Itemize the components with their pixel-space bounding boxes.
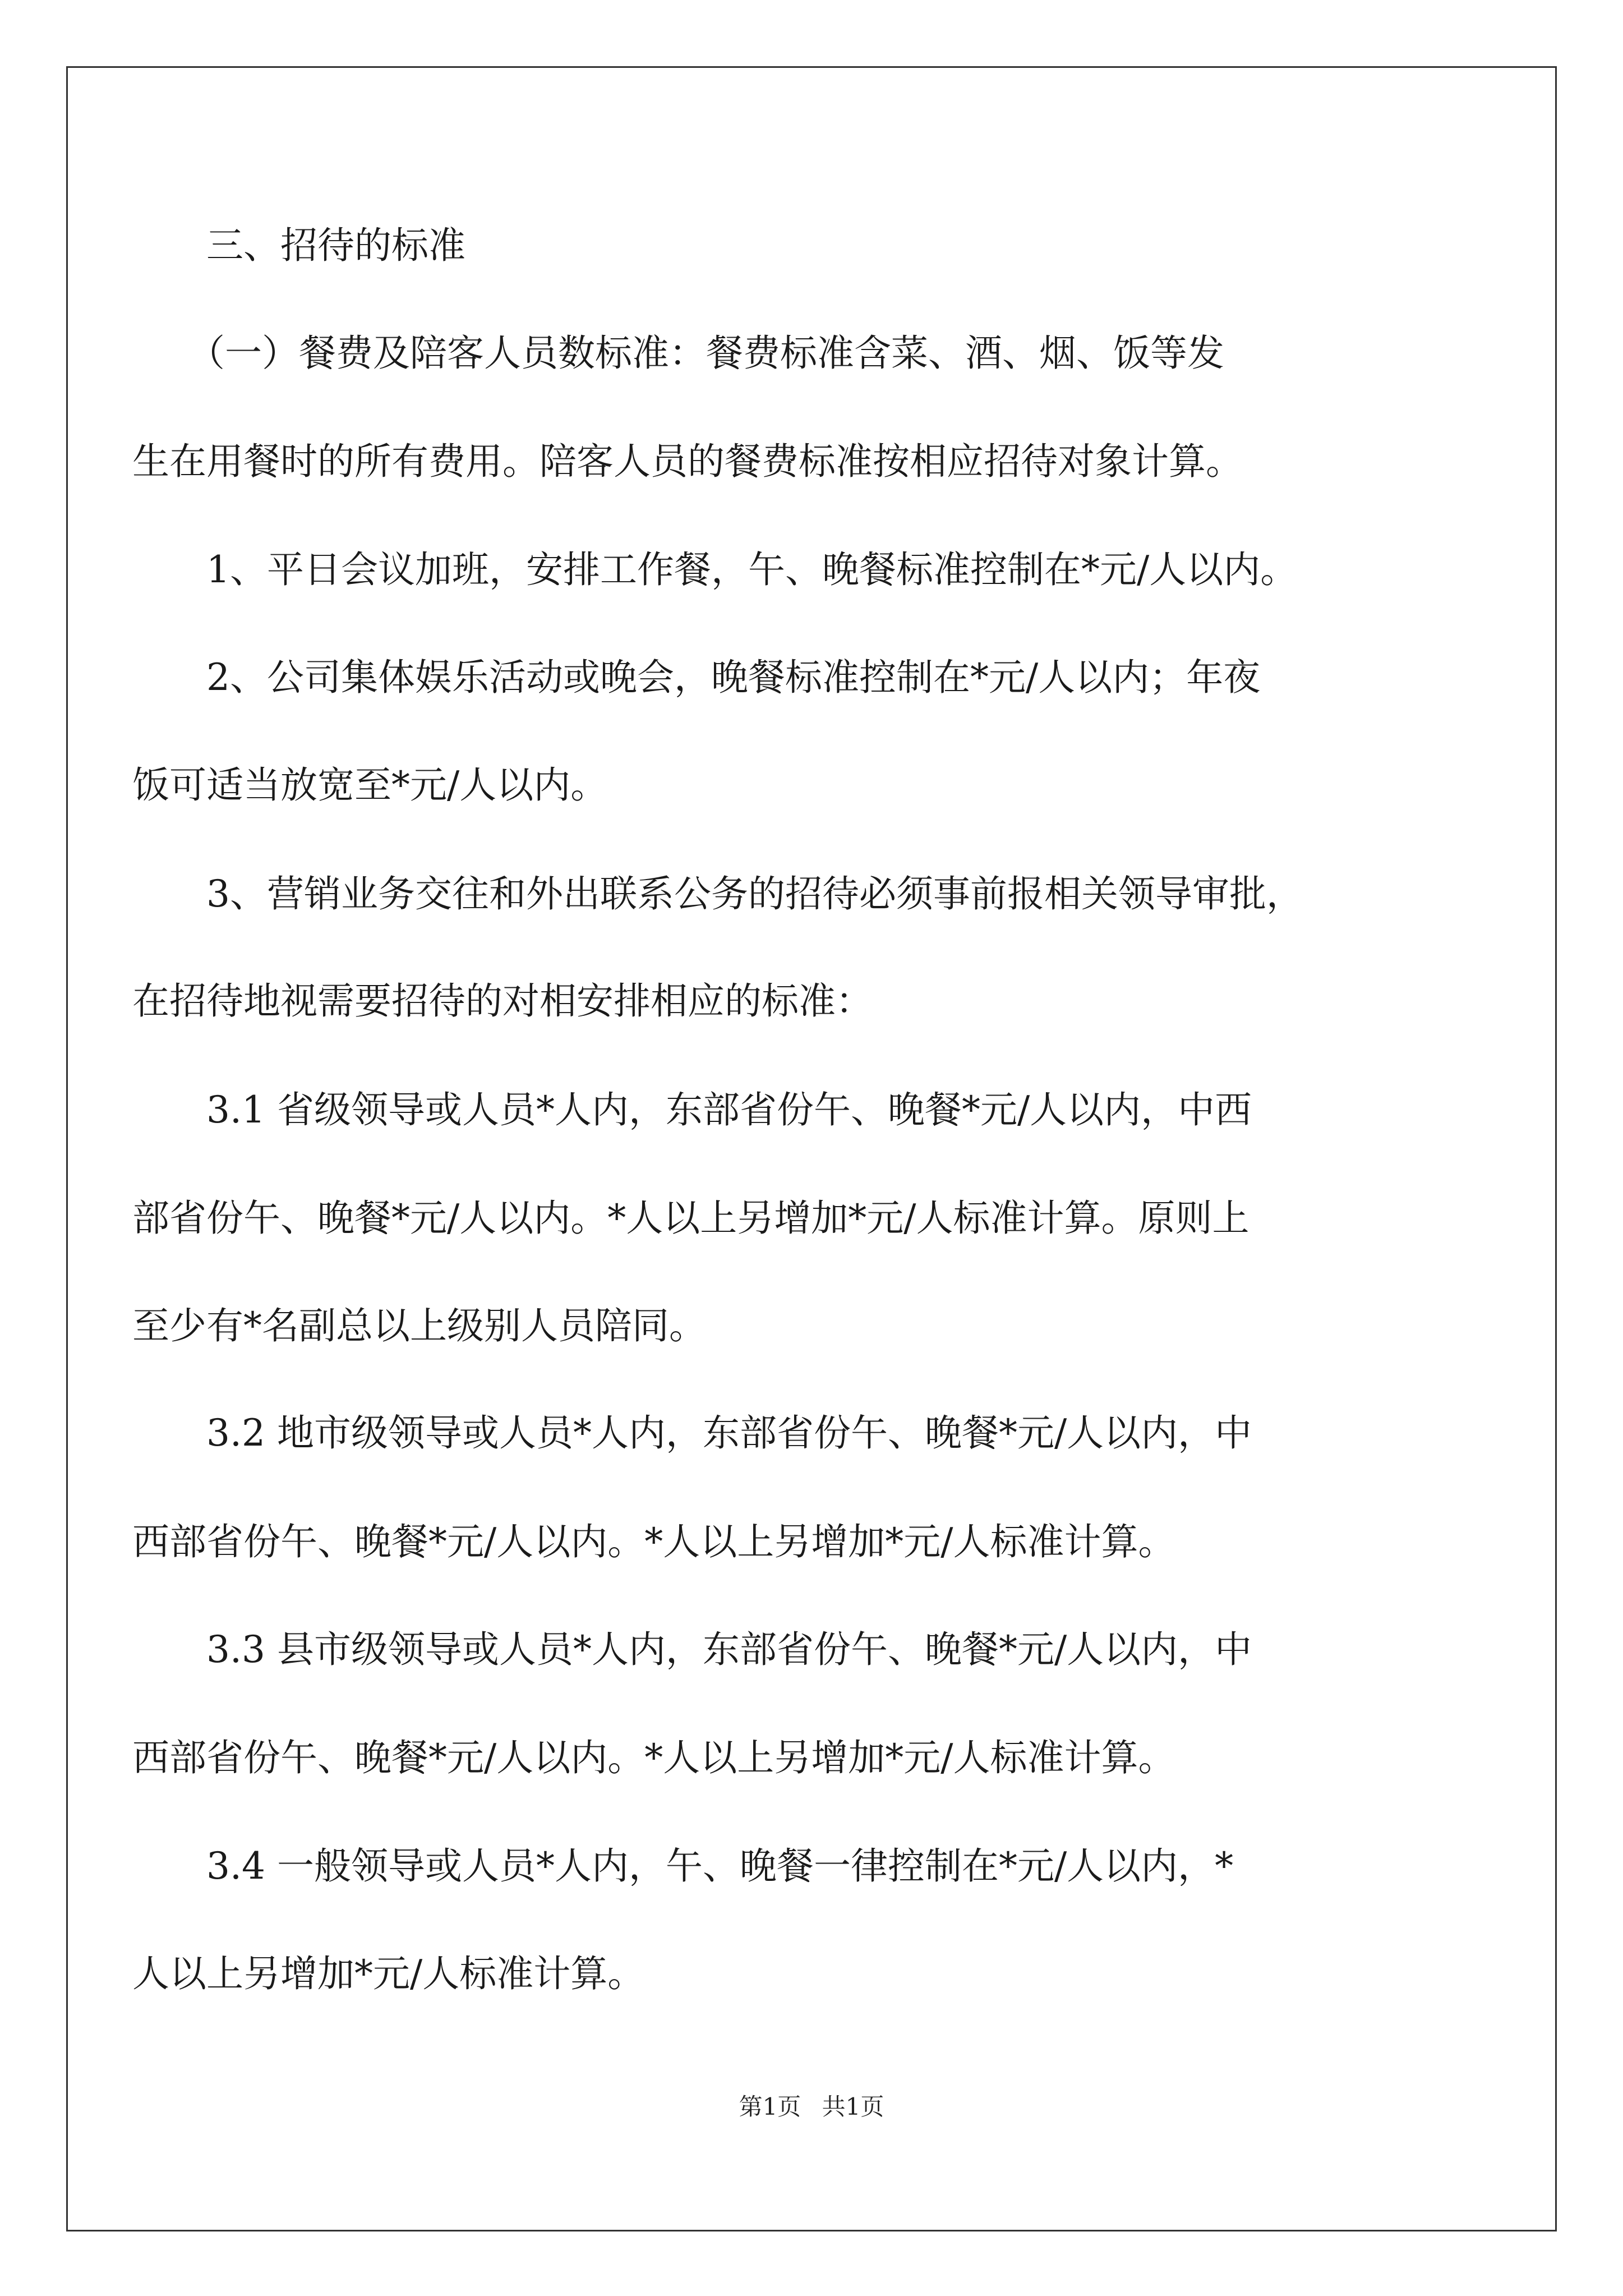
- paragraph-line: （一）餐费及陪客人员数标准：餐费标准含菜、酒、烟、饭等发: [132, 332, 1224, 375]
- paragraph-line: 生在用餐时的所有费用。陪客人员的餐费标准按相应招待对象计算。: [132, 440, 1243, 483]
- paragraph-line: 3.3 县市级领导或人员*人内，东部省份午、晚餐*元/人以内，中: [132, 1628, 1252, 1671]
- paragraph-line: 3.1 省级领导或人员*人内，东部省份午、晚餐*元/人以内，中西: [132, 1088, 1252, 1131]
- paragraph-line: 饭可适当放宽至*元/人以内。: [132, 763, 608, 807]
- paragraph-line: 3、营销业务交往和外出联系公务的招待必须事前报相关领导审批，: [132, 872, 1303, 915]
- section-heading: 三、招待的标准: [132, 224, 465, 267]
- paragraph-line: 至少有*名副总以上级别人员陪同。: [132, 1304, 706, 1347]
- paragraph-line: 西部省份午、晚餐*元/人以内。*人以上另增加*元/人标准计算。: [132, 1736, 1175, 1779]
- paragraph-line: 在招待地视需要招待的对相安排相应的标准：: [132, 979, 873, 1023]
- paragraph-line: 人以上另增加*元/人标准计算。: [132, 1952, 645, 1995]
- page-number-total: 共1页: [822, 2093, 884, 2120]
- paragraph-line: 西部省份午、晚餐*元/人以内。*人以上另增加*元/人标准计算。: [132, 1520, 1175, 1563]
- paragraph-line: 2、公司集体娱乐活动或晚会，晚餐标准控制在*元/人以内；年夜: [132, 656, 1261, 699]
- paragraph-line: 1、平日会议加班，安排工作餐，午、晚餐标准控制在*元/人以内。: [132, 548, 1298, 591]
- paragraph-line: 3.2 地市级领导或人员*人内，东部省份午、晚餐*元/人以内，中: [132, 1411, 1252, 1455]
- page-number-current: 第1页: [739, 2093, 801, 2120]
- page-border: [66, 66, 1557, 2231]
- paragraph-line: 3.4 一般领导或人员*人内，午、晚餐一律控制在*元/人以内，*: [132, 1844, 1234, 1888]
- page-footer: [0, 2095, 1623, 2119]
- paragraph-line: 部省份午、晚餐*元/人以内。*人以上另增加*元/人标准计算。原则上: [132, 1197, 1249, 1240]
